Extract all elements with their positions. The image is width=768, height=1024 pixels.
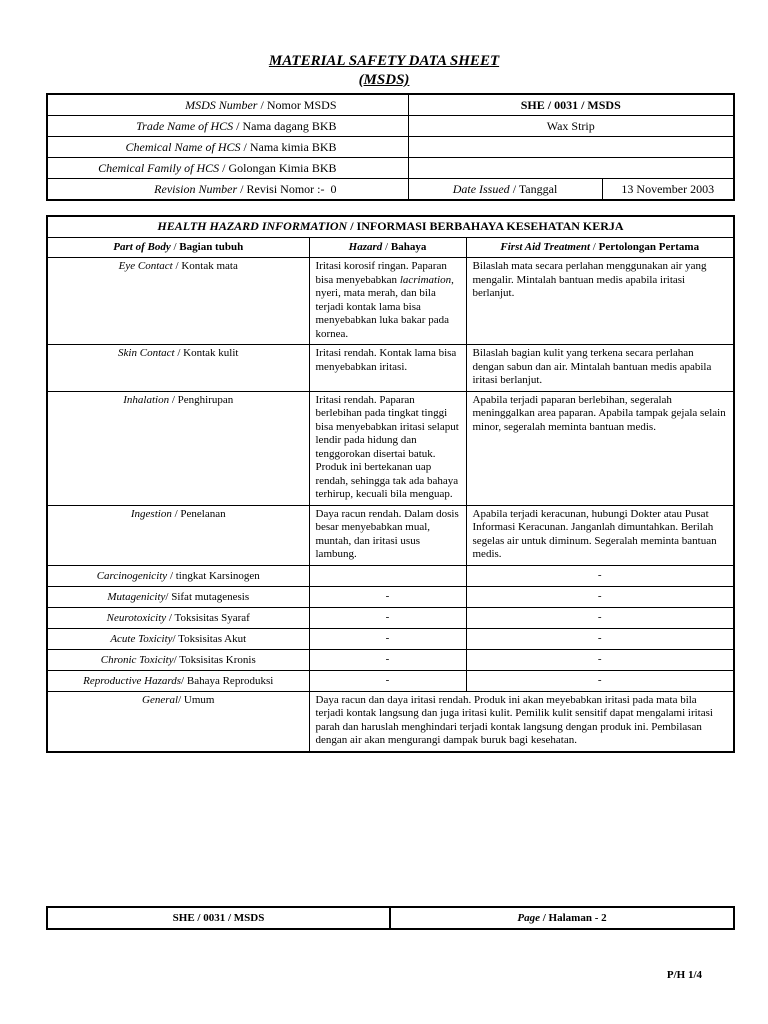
hazard-heading: HEALTH HAZARD INFORMATION / INFORMASI BERBAHAYA KESEHATAN KERJA bbox=[47, 216, 734, 238]
ingestion-hazard: Daya racun rendah. Dalam dosis besar menyebabkan mual, muntah, dan iritasi usus lambung. bbox=[309, 505, 466, 565]
general-part: General/ Umum bbox=[47, 691, 309, 752]
eye-part: Eye Contact / Kontak mata bbox=[47, 258, 309, 345]
chemical-name-value bbox=[408, 137, 734, 158]
page-code: P/H 1/4 bbox=[666, 969, 702, 981]
skin-aid: Bilaslah bagian kulit yang terkena secara perlahan dengan sabun dan air. Mintalah bantuan medis apabila iritasi berlanjut. bbox=[466, 345, 734, 392]
hazard-row-neurotoxicity bbox=[47, 607, 734, 628]
revision-label: Revision Number / Revisi Nomor :- 0 bbox=[47, 179, 408, 201]
hazard-row-skin bbox=[47, 345, 734, 392]
hazard-row-eye bbox=[47, 258, 734, 345]
footer-page-number: Page / Halaman - 2 bbox=[390, 907, 734, 929]
document-subtitle: (MSDS) bbox=[358, 72, 410, 88]
neurotoxicity-part: Neurotoxicity / Toksisitas Syaraf bbox=[47, 607, 309, 628]
carcinogenicity-aid: - bbox=[466, 565, 734, 586]
reproductive-aid: - bbox=[466, 670, 734, 691]
info-row-chemical-name bbox=[47, 137, 734, 158]
general-text: Daya racun dan daya iritasi rendah. Produk ini akan meyebabkan iritasi pada mata bila terjadi kontak langsung dan juga iritasi kulit. Pemilik kulit sensitif dapat mengalami iritasi parah dan haruslah menghindari terjadi kontak langsung dengan produk ini. Pembilasan dengan air akan mengurangi dampak buruk bagi kesehatan. bbox=[309, 691, 734, 752]
hazard-row-general bbox=[47, 691, 734, 752]
trade-name-label: Trade Name of HCS / Nama dagang BKB bbox=[47, 116, 408, 137]
mutagenicity-part: Mutagenicity/ Sifat mutagenesis bbox=[47, 586, 309, 607]
eye-hazard: Iritasi korosif ringan. Paparan bisa menyebabkan lacrimation, nyeri, mata merah, dan bila terjadi kontak lama bisa menyebabkan luka bakar pada kornea. bbox=[309, 258, 466, 345]
footer-document-code: SHE / 0031 / MSDS bbox=[47, 907, 390, 929]
chronic-hazard: - bbox=[309, 649, 466, 670]
reproductive-part: Reproductive Hazards/ Bahaya Reproduksi bbox=[47, 670, 309, 691]
mutagenicity-hazard: - bbox=[309, 586, 466, 607]
info-row-revision bbox=[47, 179, 734, 201]
skin-part: Skin Contact / Kontak kulit bbox=[47, 345, 309, 392]
hazard-row-ingestion bbox=[47, 505, 734, 565]
reproductive-hazard: - bbox=[309, 670, 466, 691]
hazard-row-mutagenicity bbox=[47, 586, 734, 607]
acute-aid: - bbox=[466, 628, 734, 649]
health-hazard-table bbox=[46, 215, 735, 753]
carcinogenicity-part: Carcinogenicity / tingkat Karsinogen bbox=[47, 565, 309, 586]
hazard-heading-row bbox=[47, 216, 734, 238]
msds-number-label: MSDS Number / Nomor MSDS bbox=[47, 94, 408, 116]
chronic-aid: - bbox=[466, 649, 734, 670]
inhalation-aid: Apabila terjadi paparan berlebihan, segeralah meninggalkan area paparan. Apabila tampak gejala selain minor, segeralah meminta bantuan medis. bbox=[466, 391, 734, 505]
hazard-column-headers bbox=[47, 238, 734, 258]
chronic-part: Chronic Toxicity/ Toksisitas Kronis bbox=[47, 649, 309, 670]
chemical-family-value bbox=[408, 158, 734, 179]
inhalation-part: Inhalation / Penghirupan bbox=[47, 391, 309, 505]
document-title: MATERIAL SAFETY DATA SHEET bbox=[268, 53, 500, 69]
acute-hazard: - bbox=[309, 628, 466, 649]
hazard-row-reproductive bbox=[47, 670, 734, 691]
trade-name-value: Wax Strip bbox=[408, 116, 734, 137]
carcinogenicity-hazard bbox=[309, 565, 466, 586]
revision-value: 0 bbox=[330, 181, 337, 196]
info-row-chemical-family bbox=[47, 158, 734, 179]
hazard-row-acute bbox=[47, 628, 734, 649]
neurotoxicity-aid: - bbox=[466, 607, 734, 628]
ingestion-aid: Apabila terjadi keracunan, hubungi Dokter atau Pusat Informasi Keracunan. Janganlah dimuntahkan. Berilah segelas air untuk diminum. Segeralah meminta bantuan medis. bbox=[466, 505, 734, 565]
msds-number-value: SHE / 0031 / MSDS bbox=[408, 94, 734, 116]
acute-part: Acute Toxicity/ Toksisitas Akut bbox=[47, 628, 309, 649]
hazard-row-carcinogenicity bbox=[47, 565, 734, 586]
footer-row bbox=[47, 907, 734, 929]
hazard-row-chronic bbox=[47, 649, 734, 670]
eye-aid: Bilaslah mata secara perlahan menggunakan air yang mengalir. Mintalah bantuan medis apabila iritasi berlanjut. bbox=[466, 258, 734, 345]
chemical-family-label: Chemical Family of HCS / Golongan Kimia BKB bbox=[47, 158, 408, 179]
date-issued-label: Date Issued / Tanggal bbox=[408, 179, 602, 201]
inhalation-hazard: Iritasi rendah. Paparan berlebihan pada tingkat tinggi bisa menyebabkan iritasi selaput lendir pada hidung dan tenggorokan disertai batuk. Produk ini bertekanan uap rendah, sehingga tak ada bahaya terhirup, kecuali bila menguap. bbox=[309, 391, 466, 505]
neurotoxicity-hazard: - bbox=[309, 607, 466, 628]
column-header-part: Part of Body / Bagian tubuh bbox=[47, 238, 309, 258]
msds-info-table bbox=[46, 93, 735, 201]
page-footer-table bbox=[46, 906, 735, 930]
mutagenicity-aid: - bbox=[466, 586, 734, 607]
date-issued-value: 13 November 2003 bbox=[602, 179, 734, 201]
info-row-msds-number bbox=[47, 94, 734, 116]
column-header-hazard: Hazard / Bahaya bbox=[309, 238, 466, 258]
chemical-name-label: Chemical Name of HCS / Nama kimia BKB bbox=[47, 137, 408, 158]
info-row-trade-name bbox=[47, 116, 734, 137]
ingestion-part: Ingestion / Penelanan bbox=[47, 505, 309, 565]
hazard-row-inhalation bbox=[47, 391, 734, 505]
column-header-aid: First Aid Treatment / Pertolongan Pertama bbox=[466, 238, 734, 258]
skin-hazard: Iritasi rendah. Kontak lama bisa menyebabkan iritasi. bbox=[309, 345, 466, 392]
